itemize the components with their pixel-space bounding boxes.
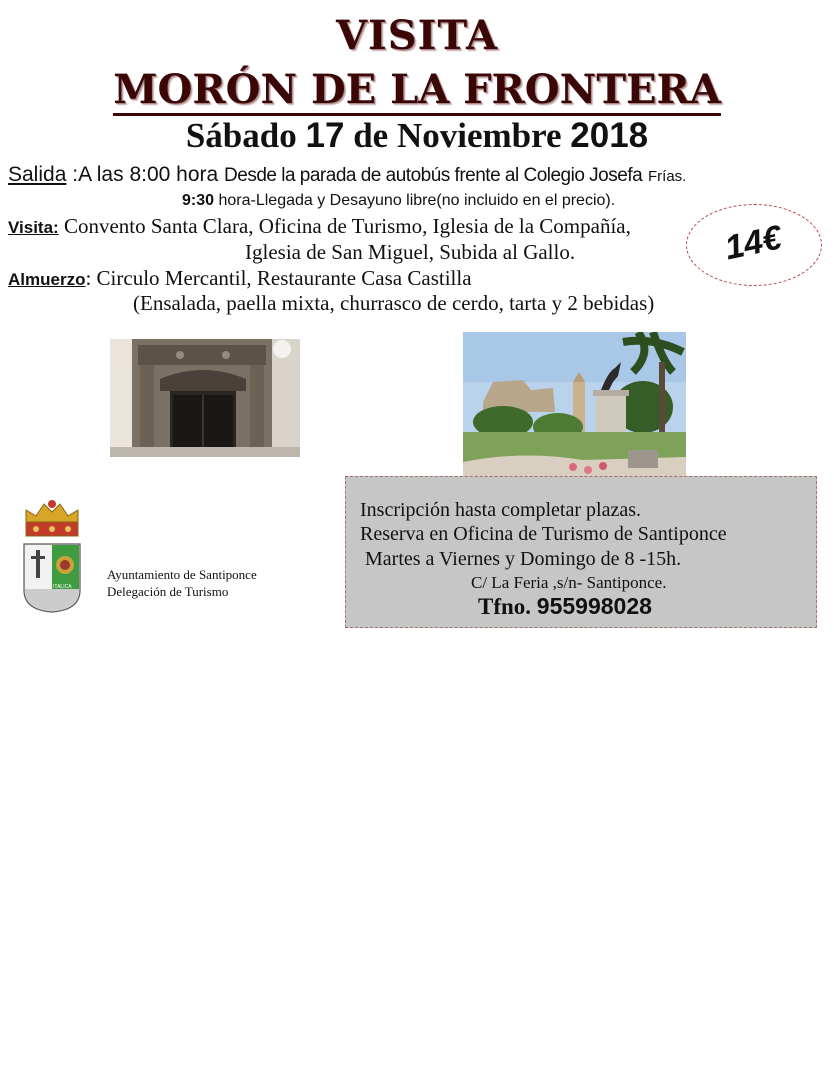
castle-park-photo	[463, 332, 686, 477]
santiponce-crest	[20, 498, 84, 614]
castle-park-image	[463, 332, 686, 477]
date-month: Noviembre	[396, 116, 562, 155]
title-place	[0, 66, 834, 113]
salida-line	[8, 163, 686, 187]
visita-line2: Iglesia de San Miguel, Subida al Gallo.	[245, 240, 576, 264]
llegada-text: hora-Llegada y Desayuno libre(no incluido en el precio).	[218, 192, 616, 209]
visita-text1: Convento Santa Clara, Oficina de Turismo, Iglesia de la Compañía,	[63, 214, 631, 238]
info-phone	[478, 593, 652, 620]
organizer	[107, 566, 257, 600]
salida-label: Salida	[8, 163, 67, 186]
almuerzo-text1: : Circulo Mercantil, Restaurante Casa Castilla	[85, 266, 472, 290]
church-doorway-photo	[110, 339, 300, 457]
price-label: 14€	[721, 218, 785, 268]
crest-text: ITALICA	[53, 584, 72, 590]
visita-label: Visita:	[8, 218, 59, 237]
phone-label: Tfno.	[478, 594, 532, 619]
event-date	[0, 116, 834, 156]
date-day: 17	[305, 116, 345, 155]
church-doorway-image	[110, 339, 300, 457]
salida-from-end: Frías.	[648, 168, 687, 185]
salida-colon: :	[72, 163, 79, 186]
info-line1: Inscripción hasta completar plazas.	[360, 499, 641, 521]
registration-info-box	[345, 476, 817, 628]
almuerzo-line1	[8, 266, 472, 291]
llegada-time: 9:30	[182, 192, 215, 209]
date-of: de	[353, 116, 389, 155]
almuerzo-line2: (Ensalada, paella mixta, churrasco de cerdo, tarta y 2 bebidas)	[133, 291, 655, 315]
title-place-text: MORÓN DE LA FRONTERA	[113, 66, 720, 116]
salida-time: A las 8:00 hora	[78, 163, 219, 186]
title-visita: VISITA	[336, 12, 498, 59]
info-line2: Reserva en Oficina de Turismo de Santiponce	[360, 523, 727, 545]
llegada-line	[182, 192, 615, 210]
date-year: 2018	[570, 116, 649, 155]
date-weekday: Sábado	[185, 116, 297, 155]
organizer-line2: Delegación de Turismo	[107, 584, 229, 599]
info-line4: C/ La Feria ,s/n- Santiponce.	[471, 573, 667, 592]
almuerzo-label: Almuerzo	[8, 270, 86, 289]
info-line3: Martes a Viernes y Domingo de 8 -15h.	[360, 548, 682, 570]
phone-number: 955998028	[536, 593, 652, 619]
organizer-line1: Ayuntamiento de Santiponce	[107, 567, 257, 582]
visita-line1	[8, 214, 631, 239]
salida-from: Desde la parada de autobús frente al Colegio Josefa	[224, 165, 643, 186]
coat-of-arms-icon	[20, 498, 84, 614]
